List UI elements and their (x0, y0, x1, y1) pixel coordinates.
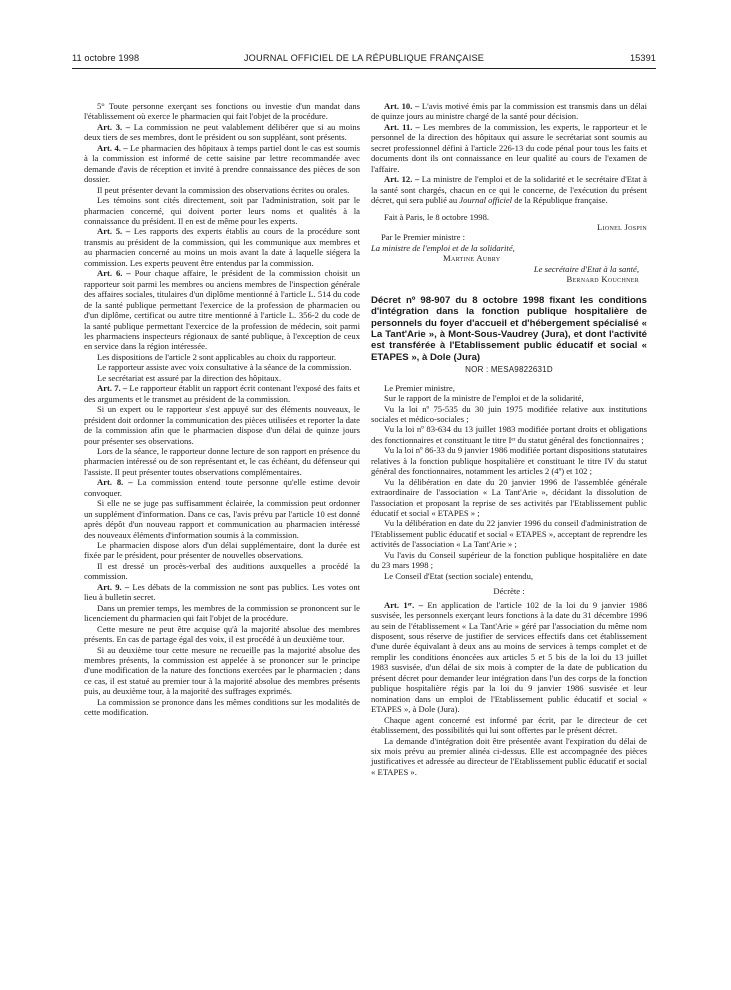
paragraph: Vu l'avis du Conseil supérieur de la fonction publique hospitalière en date du 23 mars 1998 ; (371, 549, 647, 571)
paragraph: 5° Toute personne exerçant ses fonctions ou investie d'un mandat dans l'établissement où exerce le pharmacien qui fait l'objet de la procédure. (84, 101, 360, 122)
article-label: Art. 7. – (97, 383, 128, 394)
article-label: Art. 11. – (384, 121, 420, 132)
article-text: En application de l'article 102 de la loi du 9 janvier 1986 susvisée, les personnels exerçant leurs fonctions à la date du 31 décembre 1996 au sein de l'établissement « La Tant'Arie » géré par l'association du même nom disposent, sous réserve de justifier de services effectifs dans cet établissement d'une durée équivalant à deux ans au moins de services à temps complet et de remplir les conditions énoncées aux articles 5 et 5 bis de la loi du 13 juillet 1983 susvisée, d'un délai de six mois à compter de la date de publication du présent décret pour demander leur intégration dans l'un des corps de la fonction publique hospitalière régis par la loi du 9 janvier 1986 susvisée et leur nomination dans un emploi de l'Etablissement public éducatif et social « ETAPES », à Dole (Jura). (371, 599, 647, 715)
journal-name: Journal officiel (459, 195, 513, 206)
header-page-number: 15391 (629, 53, 656, 63)
article-1 (371, 600, 647, 715)
signature-prime-minister: Lionel Jospin (597, 221, 647, 232)
decrete-heading: Décrète : (493, 586, 525, 597)
article-text: Pour chaque affaire, le président de la commission choisit un rapporteur soit parmi les membres ou anciens membres de l'inspection générale des affaires sociales, titulaires d'un diplôme mentionné à l'article L. 514 du code de la santé publique permettant l'exercice de la profession de pharmacien ou d'un diplôme, certificat ou autre titre mentionné à l'article L. 356-2 du code de la santé publique permettant l'exercice de la profession de médecin, soit parmi les pharmaciens inspecteurs régionaux de santé publique, à l'exception de ceux en service dans la région intéressée. (84, 268, 360, 352)
article-5 (84, 226, 360, 268)
paragraph: Il peut présenter devant la commission des observations écrites ou orales. (97, 184, 350, 195)
paragraph: Le rapporteur assiste avec voix consultative à la séance de la commission. (97, 362, 352, 373)
header-rule (72, 68, 656, 69)
paragraph: Vu la loi nº 75-535 du 30 juin 1975 modifiée relative aux institutions sociales et médico-sociales ; (371, 403, 647, 424)
right-column (371, 101, 647, 777)
signature-secretary-name: Bernard Kouchner (566, 274, 639, 285)
article-label: Art. 9. – (97, 581, 130, 592)
article-9 (84, 582, 360, 603)
paragraph: Le Conseil d'Etat (section sociale) entendu, (384, 570, 534, 581)
article-label: Art. 6. – (97, 268, 131, 279)
paragraph: Chaque agent concerné est informé par écrit, par le directeur de cet établissement, des possibilités qui lui sont offertes par le présent décret. (371, 714, 647, 736)
paragraph: Si un expert ou le rapporteur s'est appuyé sur des éléments nouveaux, le président doit ordonner la communication des pièces utilisées et reporter la date de la commission afin que le pharmacien dispose d'un délai de quinze jours pour présenter ses observations. (84, 404, 360, 446)
article-11 (371, 122, 647, 174)
paragraph: Sur le rapport de la ministre de l'emploi et de la solidarité, (384, 393, 584, 404)
signature-secretary-title: Le secrétaire d'Etat à la santé, (533, 263, 639, 274)
article-label: Art. 4. – (97, 142, 128, 153)
article-7 (84, 383, 360, 404)
article-10 (371, 101, 647, 122)
paragraph: La demande d'intégration doit être présentée avant l'expiration du délai de six mois prévu au premier alinéa ci-dessus. Elle est accompagnée des pièces justificatives et adressée au directeur de l'Etablissement public éducatif et social « ETAPES ». (371, 735, 647, 777)
paragraph: Les témoins sont cités directement, soit par l'administration, soit par le pharmacien concerné, qui doivent porter leurs noms et qualités à la connaissance du président. Il en est de même pour les experts. (84, 195, 360, 226)
header-date: 11 octobre 1998 (72, 53, 140, 63)
paragraph: Lors de la séance, le rapporteur donne lecture de son rapport en présence du pharmacien intéressé ou de son représentant et, le cas échéant, du défenseur qui l'assiste. Il peut présenter toutes observations complémentaires. (84, 445, 360, 477)
article-text: La commission ne peut valablement délibérer que si au moins deux tiers de ses membres, dont le président ou son suppléant, sont présents. (84, 121, 360, 143)
nor-reference: NOR : MESA9822631D (465, 365, 553, 375)
signature-minister-title: La ministre de l'emploi et de la solidarité, (371, 242, 515, 253)
signature-by-pm: Par le Premier ministre : (381, 232, 466, 243)
article-label: Art. 8. – (97, 477, 133, 488)
header-journal-title: JOURNAL OFFICIEL DE LA RÉPUBLIQUE FRANÇAISE (243, 53, 485, 63)
paragraph: Si elle ne se juge pas suffisamment éclairée, la commission peut ordonner un supplément d'information. Dans ce cas, l'avis prévu par l'article 10 est donné après dépôt d'un nouveau rapport et communication au pharmacien intéressé des nouveaux éléments d'information soumis à la commission. (84, 498, 360, 540)
article-text: Les membres de la commission, les experts, le rapporteur et le personnel de la direction des hôpitaux qui assure le secrétariat sont soumis au secret professionnel défini à l'article 226-13 du code pénal pour tous les faits et documents dont ils ont connaissance en leur qualité au cours de l'examen de l'affaire. (371, 121, 647, 174)
paragraph: Le pharmacien dispose alors d'un délai supplémentaire, dont la durée est fixée par le président, pour présenter de nouvelles observations. (84, 540, 360, 561)
left-column (84, 101, 360, 718)
article-text: La ministre de l'emploi et de la solidarité et le secrétaire d'Etat à la santé sont chargés, chacun en ce qui le concerne, de l'exécution du présent décret, qui sera publié au (371, 174, 647, 206)
article-text: Le rapporteur établit un rapport écrit contenant l'exposé des faits et des arguments et le transmet au président de la commission. (84, 383, 360, 404)
article-label: Art. 12. – (384, 174, 420, 185)
paragraph: Vu la délibération en date du 20 janvier 1996 de l'assemblée générale extraordinaire de l'association « La Tant'Arie », décidant la dissolution de l'association et proposant la reprise de ses activités par l'Etablissement public éducatif et social « ETAPES » ; (371, 476, 647, 519)
article-8 (84, 477, 360, 498)
article-label: Art. 1ᵉʳ. – (384, 599, 423, 610)
article-3 (84, 122, 360, 143)
article-text: La commission entend toute personne qu'elle estime devoir convoquer. (84, 477, 360, 498)
paragraph: Les dispositions de l'article 2 sont applicables au choix du rapporteur. (97, 351, 337, 362)
signature-minister-name: Martine Aubry (443, 253, 501, 264)
article-text: Les rapports des experts établis au cours de la procédure sont transmis au président de la commission, qui les communique aux membres et au pharmacien concerné au moins un mois avant la date à laquelle siégera la commission. Les experts peuvent être entendus par la commission. (84, 226, 361, 268)
paragraph: La commission se prononce dans les mêmes conditions sur les modalités de cette modification. (84, 696, 360, 718)
paragraph: Vu la délibération en date du 22 janvier 1996 du conseil d'administration de l'Etablissement public éducatif et social « ETAPES », acceptant de reprendre les activités de l'association « La Tant'Arie » ; (371, 518, 647, 550)
paragraph: Vu la loi nº 83-634 du 13 juillet 1983 modifiée portant droits et obligations des fonctionnaires et constituant le titre Iᵉʳ du statut général des fonctionnaires ; (371, 424, 647, 445)
article-label: Art. 5. – (97, 226, 131, 237)
article-label: Art. 3. – (97, 121, 131, 132)
paragraph: Il est dressé un procès-verbal des auditions auxquelles a procédé la commission. (84, 560, 360, 582)
page-header (72, 53, 656, 69)
decree-title: Décret nº 98-907 du 8 octobre 1998 fixant les conditions d'intégration dans la fonction publique hospitalière de personnels du foyer d'accueil et d'hébergement spécialisé « La Tant'Arie », à Mont-Sous-Vaudrey (Jura), et dont l'activité est transférée à l'Etablissement public éducatif et social « ETAPES », à Dole (Jura) (371, 294, 647, 363)
article-text: L'avis motivé émis par la commission est transmis dans un délai de quinze jours au ministre chargé de la santé pour décision. (371, 101, 647, 122)
paragraph: Dans un premier temps, les membres de la commission se prononcent sur le licenciement du pharmacien qui fait l'objet de la procédure. (84, 602, 360, 624)
article-label: Art. 10. – (384, 101, 420, 111)
article-12 (371, 174, 647, 205)
paragraph: Le secrétariat est assuré par la direction des hôpitaux. (97, 372, 281, 383)
article-4 (84, 143, 360, 185)
paragraph: Cette mesure ne peut être acquise qu'à la majorité absolue des membres présents. En cas de partage égal des voix, il est procédé à un deuxième tour. (84, 623, 360, 645)
paragraph: Si au deuxième tour cette mesure ne recueille pas la majorité absolue des membres présents, la commission est appelée à se prononcer sur le principe d'une modification de la nature des fonctions exercées par le pharmacien ; dans ce cas, il est statué au premier tour à la majorité absolue des membres présents puis, au deuxième tour, à la majorité des suffrages exprimés. (84, 644, 360, 697)
article-text: Le pharmacien des hôpitaux à temps partiel dont le cas est soumis à la commission est informé de cette saisine par lettre recommandée avec demande d'avis de réception et invité à prendre connaissance des pièces de son dossier. (84, 142, 360, 185)
place-date: Fait à Paris, le 8 octobre 1998. (384, 211, 490, 222)
paragraph: Vu la loi nº 86-33 du 9 janvier 1986 modifiée portant dispositions statutaires relatives à la fonction publique hospitalière et constituant le titre IV du statut général des fonctionnaires, notamment les articles 2 (4º) et 102 ; (371, 445, 647, 477)
paragraph: Le Premier ministre, (384, 382, 455, 393)
article-6 (84, 268, 360, 352)
article-text: de la République française. (512, 195, 608, 206)
article-text: Les débats de la commission ne sont pas publics. Les votes ont lieu à bulletin secret. (84, 581, 361, 603)
